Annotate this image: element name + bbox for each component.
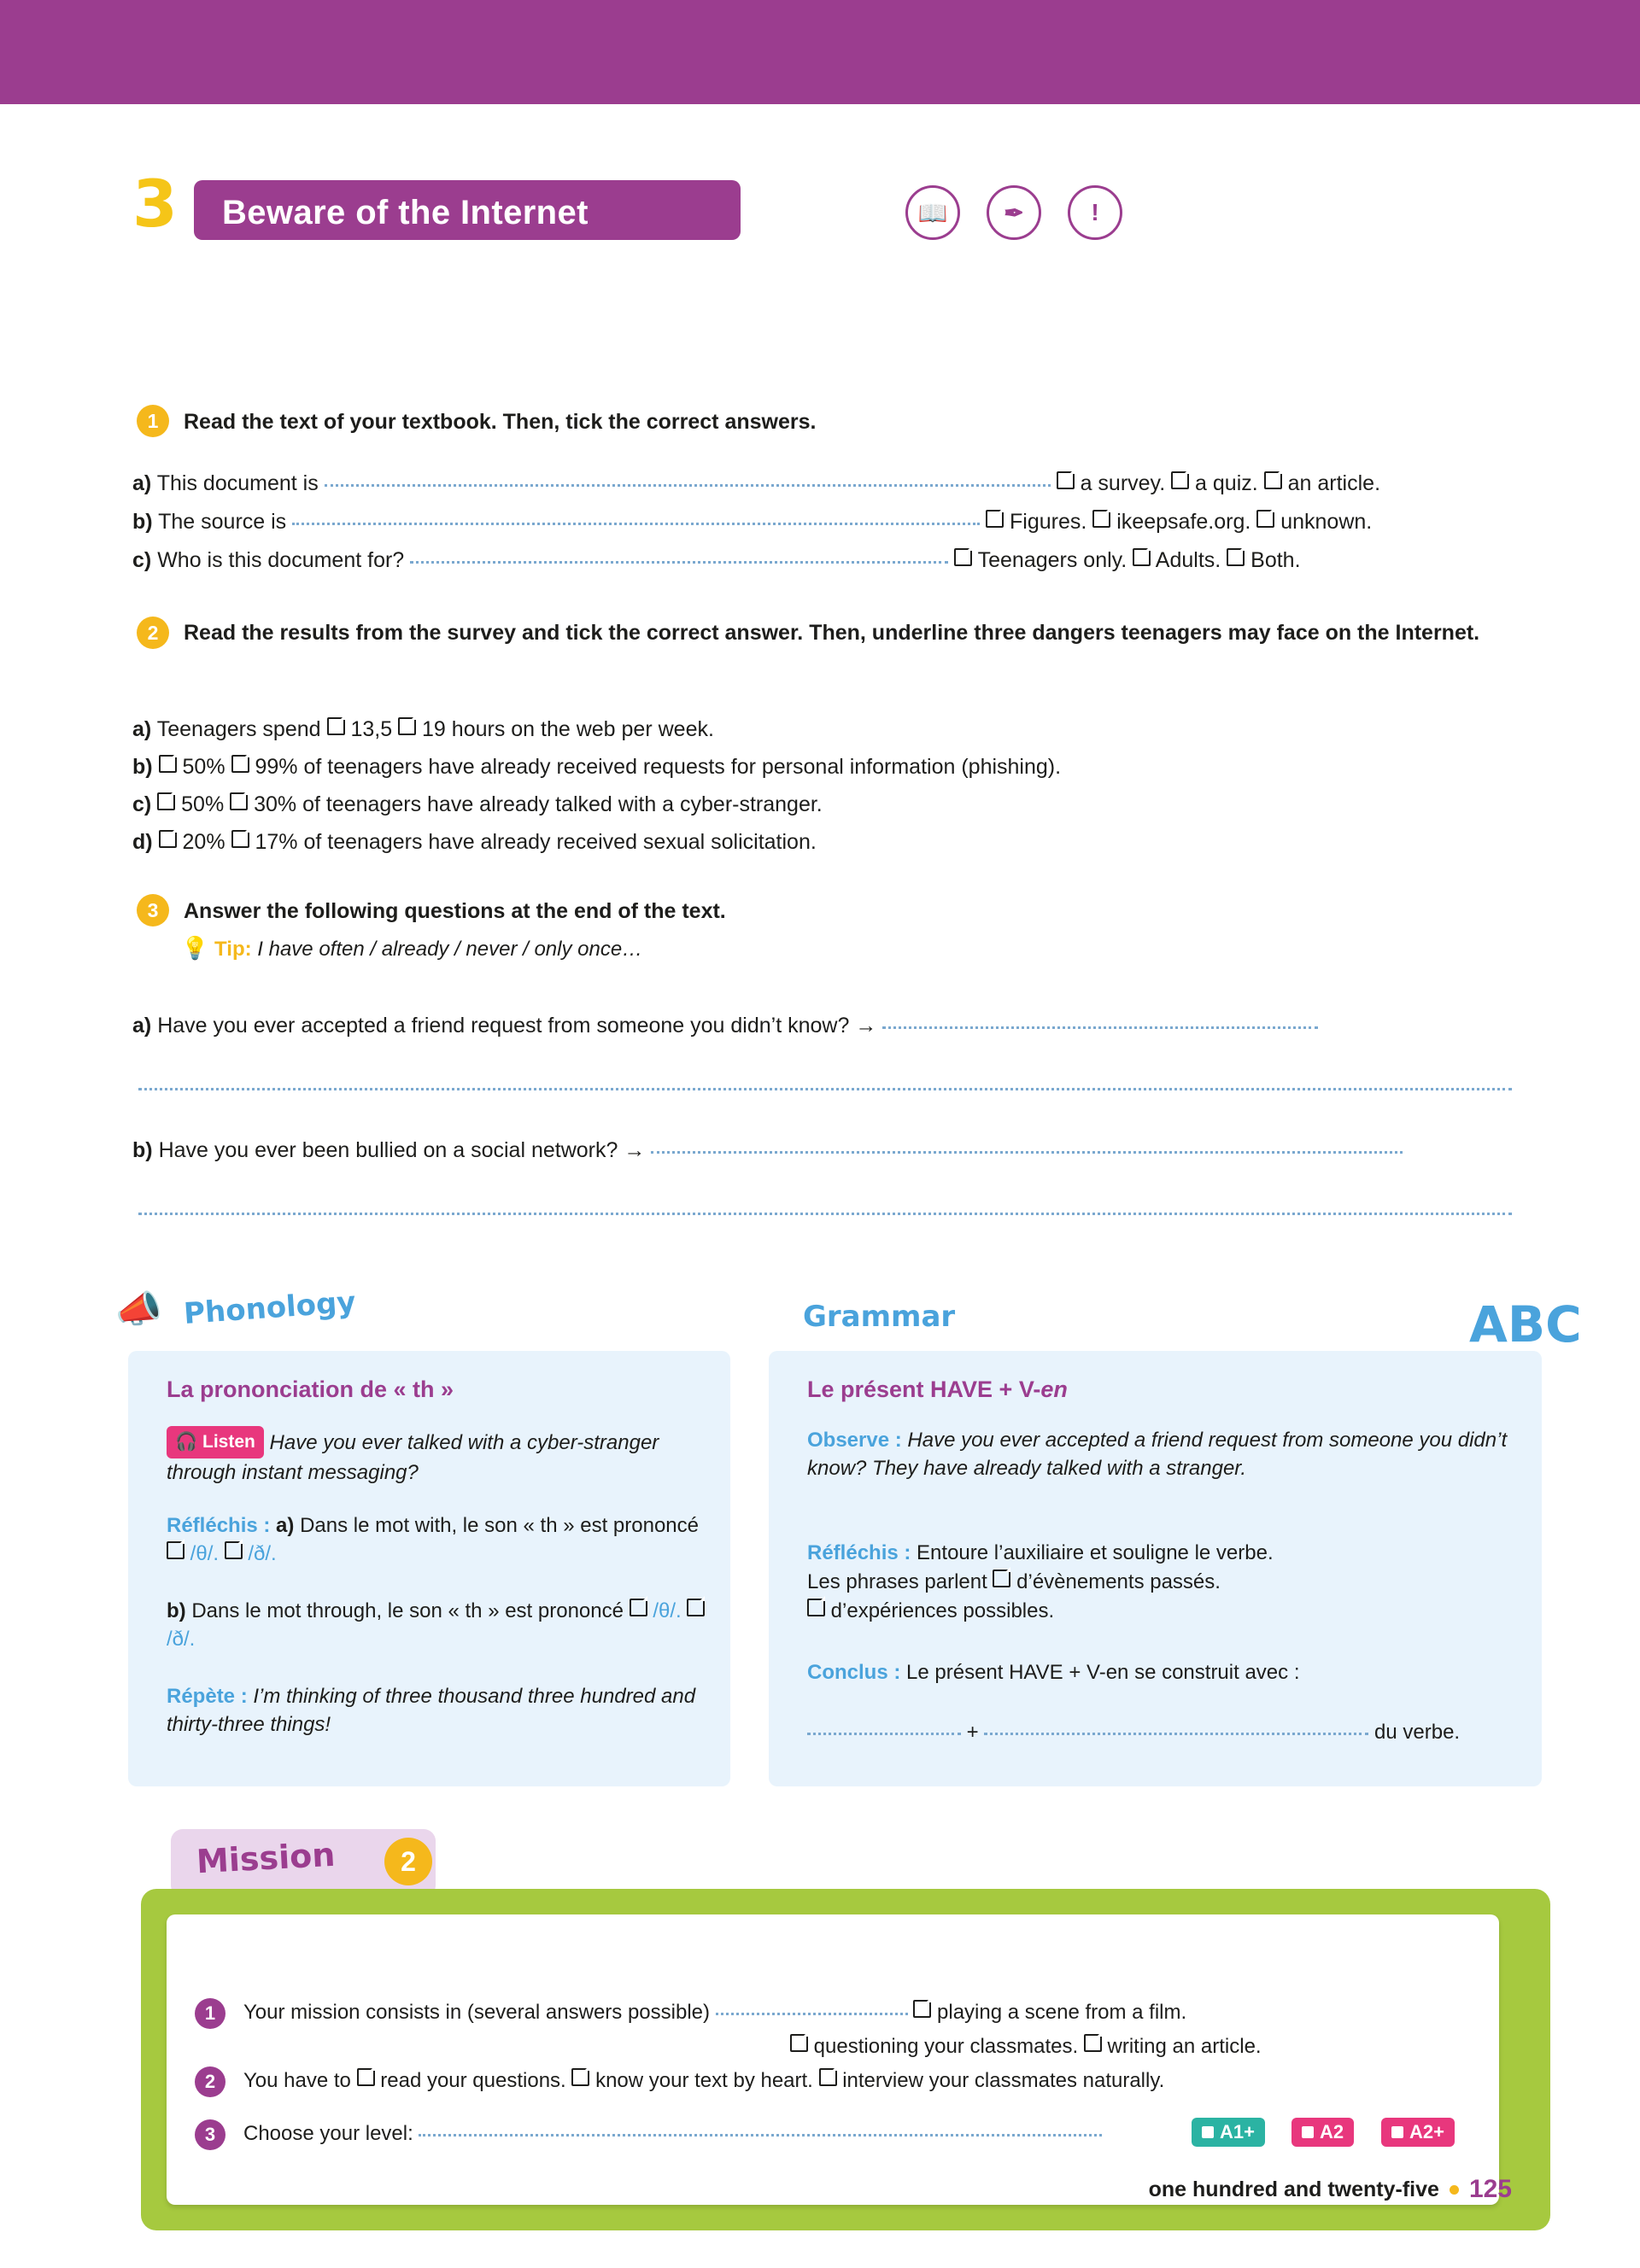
answer-dots[interactable]: [325, 484, 1051, 487]
phoneme-a2: /ð/.: [248, 1542, 277, 1565]
tip-text: I have often / already / never / only once…: [257, 938, 643, 961]
checkbox-gram-2[interactable]: [807, 1599, 825, 1616]
answer-dots[interactable]: [651, 1151, 1403, 1154]
exercise-3-number: 3: [137, 894, 169, 926]
page-content: [0, 104, 1640, 2268]
option-label: Both.: [1250, 548, 1301, 572]
checkbox-gram-1[interactable]: [993, 1569, 1010, 1587]
option-label: 20%: [182, 830, 226, 854]
exercise-3-tip: [181, 934, 642, 963]
checkbox-2a-1[interactable]: [327, 717, 345, 735]
checkbox-m1-2[interactable]: [790, 2034, 808, 2052]
listen-button[interactable]: [167, 1426, 264, 1458]
grammar-title: [807, 1377, 1068, 1403]
checkbox-phon-a1[interactable]: [167, 1541, 184, 1559]
checkbox-m1-3[interactable]: [1084, 2034, 1102, 2052]
page-title: Beware of the Internet: [222, 194, 589, 231]
lightbulb-icon: 💡: [181, 935, 209, 961]
item-text: Teenagers spend: [156, 717, 321, 741]
blank-join: +: [966, 1721, 979, 1744]
answer-dots[interactable]: [882, 1026, 1318, 1029]
option-line-text: Les phrases parlent: [807, 1570, 987, 1593]
exercise-2-item-b: [132, 752, 1061, 781]
abc-decoration: ABC: [1469, 1295, 1582, 1353]
item-label: b): [132, 1138, 153, 1162]
page-footer: [1149, 2175, 1512, 2204]
answer-line-a2[interactable]: [138, 1088, 1512, 1090]
checkbox-1a-2[interactable]: [1171, 471, 1189, 489]
conclus-text: Le présent HAVE + V-en se construit avec :: [906, 1661, 1300, 1684]
page-number: 125: [1468, 2175, 1512, 2203]
item-label: a): [132, 1014, 152, 1038]
exercise-1-item-a: [132, 469, 1380, 498]
checkbox-2b-1[interactable]: [159, 755, 177, 773]
checkbox-phon-b2[interactable]: [687, 1599, 705, 1616]
grammar-conclus: [807, 1658, 1508, 1686]
exercise-2-instruction: Read the results from the survey and tick the correct answer. Then, underline three dangers teenagers may face on the Internet.: [184, 621, 1480, 645]
mission-option-1: read your questions.: [380, 2069, 566, 2092]
checkbox-m2-2[interactable]: [571, 2068, 589, 2086]
grammar-tab-label: Grammar: [803, 1300, 956, 1334]
book-icon: [905, 185, 960, 240]
item-text: This document is: [156, 471, 319, 495]
option-label: an article.: [1287, 471, 1381, 495]
mission-option-3: writing an article.: [1107, 2035, 1262, 2058]
footer-text: one hundred and twenty-five: [1148, 2177, 1439, 2201]
option-label: a quiz.: [1195, 471, 1258, 495]
option-label: Adults.: [1155, 548, 1221, 572]
item-text: The source is: [158, 510, 287, 534]
checkbox-2b-2[interactable]: [231, 755, 249, 773]
reflechis-text: Entoure l’auxiliaire et souligne le verbe.: [917, 1541, 1274, 1564]
exercise-3-instruction: Answer the following questions at the end of the text.: [184, 899, 726, 923]
exercise-2-item-a: [132, 715, 714, 744]
line-b-text: Dans le mot through, le son « th » est prononcé: [191, 1599, 624, 1622]
reflechis-label: Réfléchis :: [807, 1541, 911, 1564]
exercise-3-question-a: [132, 1011, 1318, 1040]
checkbox-m2-1[interactable]: [357, 2068, 375, 2086]
megaphone-icon: 📣: [115, 1289, 162, 1330]
item-label: c): [132, 548, 152, 572]
item-label: c): [132, 792, 152, 816]
option-label: 17% of teenagers have already received sexual solicitation.: [255, 830, 817, 854]
headphone-icon: 🎧: [175, 1432, 198, 1452]
mission-item-1-line2: [790, 2032, 1262, 2061]
phonology-tab-label: Phonology: [182, 1285, 357, 1331]
option-2: d’expériences possibles.: [830, 1599, 1055, 1622]
blank-2[interactable]: [984, 1733, 1368, 1735]
grammar-blank-line: [807, 1718, 1508, 1746]
item-label: a): [132, 717, 152, 741]
item-label: b): [132, 510, 153, 534]
listen-sentence: Have you ever talked with a cyber-stranger through instant messaging?: [167, 1431, 659, 1484]
item-label: b): [132, 755, 153, 779]
checkbox-m1-1[interactable]: [913, 2000, 931, 2018]
checkbox-phon-a2[interactable]: [225, 1541, 243, 1559]
line-a-text: Dans le mot with, le son « th » est prononcé: [300, 1514, 699, 1537]
exclamation-icon: [1068, 185, 1122, 240]
pen-icon: [987, 185, 1041, 240]
repete-text: I’m thinking of three thousand three hundred and thirty-three things!: [167, 1685, 696, 1736]
option-label: Figures.: [1010, 510, 1087, 534]
answer-dots[interactable]: [410, 561, 948, 564]
conclus-label: Conclus :: [807, 1661, 901, 1684]
mission-dots-1[interactable]: [716, 2013, 908, 2015]
repete-label: Répète :: [167, 1685, 248, 1708]
level-square-icon: [1302, 2126, 1314, 2138]
exercise-2-item-c: [132, 790, 823, 819]
item-label: d): [132, 830, 153, 854]
option-1: d’évènements passés.: [1016, 1570, 1221, 1593]
level-label: A2+: [1409, 2121, 1444, 2142]
mission-option-2: questioning your classmates.: [813, 2035, 1079, 2058]
checkbox-1b-1[interactable]: [986, 510, 1004, 528]
listen-label: Listen: [202, 1432, 255, 1452]
observe-label: Observe :: [807, 1429, 902, 1452]
checkbox-1c-1[interactable]: [954, 548, 972, 566]
exercise-1-number: 1: [137, 405, 169, 437]
observe-text: Have you ever accepted a friend request from someone you didn’t know? They have already talked with a stranger.: [807, 1429, 1508, 1480]
mission-number: 2: [384, 1838, 432, 1885]
phoneme-b1: /θ/.: [653, 1599, 682, 1622]
checkbox-1a-3[interactable]: [1264, 471, 1282, 489]
option-label: 50%: [182, 755, 226, 779]
phonology-title: La prononciation de « th »: [167, 1377, 454, 1402]
option-label: 19 hours on the web per week.: [422, 717, 714, 741]
mission-item-1: [243, 1998, 1186, 2027]
blank-end: du verbe.: [1374, 1721, 1461, 1744]
exercise-3-question-b: [132, 1136, 1403, 1165]
footer-dot-icon: [1450, 2185, 1459, 2195]
checkbox-1c-3[interactable]: [1227, 548, 1245, 566]
mission-item-3-number: 3: [195, 2119, 226, 2150]
option-label: Teenagers only.: [977, 548, 1128, 572]
blank-1[interactable]: [807, 1733, 961, 1735]
option-label: unknown.: [1280, 510, 1373, 534]
item-text: Have you ever accepted a friend request from someone you didn’t know? →: [157, 1014, 877, 1038]
exercise-1-item-b: [132, 507, 1372, 536]
pen-icon-glyph: ✒: [1004, 199, 1024, 226]
phonology-listen-line: [167, 1426, 713, 1487]
mission-item-3-text: Choose your level:: [243, 2122, 413, 2145]
exercise-1-item-c: [132, 546, 1301, 575]
mission-item-3: [243, 2119, 1102, 2148]
grammar-title-italic: en: [1040, 1377, 1068, 1402]
item-label: a): [132, 471, 152, 495]
option-label: ikeepsafe.org.: [1116, 510, 1251, 534]
option-label: 30% of teenagers have already talked with a cyber-stranger.: [254, 792, 823, 816]
level-square-icon: [1202, 2126, 1214, 2138]
checkbox-1a-1[interactable]: [1057, 471, 1075, 489]
answer-dots[interactable]: [292, 523, 980, 525]
phonology-repete: [167, 1682, 713, 1739]
grammar-observe: [807, 1426, 1508, 1482]
option-label: 50%: [181, 792, 225, 816]
exclamation-icon-glyph: !: [1091, 199, 1099, 225]
item-text: Have you ever been bullied on a social network? →: [158, 1138, 646, 1162]
checkbox-2c-1[interactable]: [157, 792, 175, 810]
exercise-2-item-d: [132, 827, 817, 856]
book-icon-glyph: 📖: [917, 199, 948, 226]
option-label: 99% of teenagers have already received requests for personal information (phishing).: [255, 755, 1062, 779]
level-badge-a2plus[interactable]: [1381, 2118, 1455, 2147]
mission-item-2-number: 2: [195, 2066, 226, 2097]
unit-header: [132, 166, 1099, 243]
mission-item-1-number: 1: [195, 1998, 226, 2029]
page-top-band: [0, 0, 1640, 104]
option-label: 13,5: [350, 717, 393, 741]
unit-number: 3: [132, 166, 178, 242]
checkbox-2c-2[interactable]: [230, 792, 248, 810]
mission-option-1: playing a scene from a film.: [937, 2001, 1187, 2024]
checkbox-2d-1[interactable]: [159, 830, 177, 848]
option-label: a survey.: [1080, 471, 1166, 495]
exercise-2-number: 2: [137, 617, 169, 649]
mission-item-2: [243, 2066, 1164, 2096]
mission-option-2: know your text by heart.: [595, 2069, 813, 2092]
answer-line-b2[interactable]: [138, 1213, 1512, 1215]
reflechis-label: Réfléchis :: [167, 1514, 271, 1537]
line-a-label: a): [276, 1514, 295, 1537]
mission-option-3: interview your classmates naturally.: [842, 2069, 1165, 2092]
grammar-reflechis: [807, 1539, 1508, 1567]
mission-item-1-text: Your mission consists in (several answers possible): [243, 2001, 710, 2024]
grammar-option-2-line: [807, 1597, 1508, 1625]
checkbox-1b-3[interactable]: [1256, 510, 1274, 528]
checkbox-1c-2[interactable]: [1133, 548, 1151, 566]
mission-dots-3[interactable]: [419, 2134, 1102, 2136]
checkbox-2a-2[interactable]: [398, 717, 416, 735]
grammar-options: [807, 1568, 1508, 1596]
line-b-label: b): [167, 1599, 186, 1622]
level-badge-a2[interactable]: [1292, 2118, 1354, 2147]
level-label: A1+: [1220, 2121, 1255, 2142]
mission-item-2-text: You have to: [243, 2069, 351, 2092]
phoneme-a1: /θ/.: [190, 1542, 220, 1565]
grammar-title-plain: Le présent HAVE + V-: [807, 1377, 1041, 1402]
level-label: A2: [1320, 2121, 1344, 2142]
mission-label: Mission: [195, 1835, 337, 1881]
phonology-reflechis: [167, 1511, 713, 1568]
level-badge-a1plus[interactable]: [1192, 2118, 1265, 2147]
phonology-line-b: [167, 1597, 713, 1653]
exercise-1-instruction: Read the text of your textbook. Then, tick the correct answers.: [184, 410, 817, 434]
checkbox-m2-3[interactable]: [819, 2068, 837, 2086]
checkbox-1b-2[interactable]: [1092, 510, 1110, 528]
item-text: Who is this document for?: [157, 548, 405, 572]
level-square-icon: [1391, 2126, 1403, 2138]
tip-label: Tip:: [214, 938, 252, 961]
checkbox-phon-b1[interactable]: [630, 1599, 647, 1616]
checkbox-2d-2[interactable]: [231, 830, 249, 848]
phoneme-b2: /ð/.: [167, 1628, 196, 1651]
